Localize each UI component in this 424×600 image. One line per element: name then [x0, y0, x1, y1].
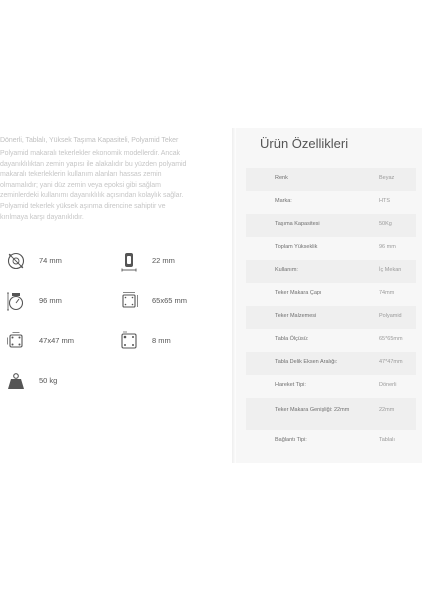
load-weight-icon [5, 370, 27, 392]
feature-row [246, 214, 416, 237]
feature-label: Kullanım: [275, 267, 298, 273]
spec-value: 22 mm [152, 256, 175, 265]
total-height-icon [5, 290, 27, 312]
spec-plate-size [118, 290, 208, 314]
description-line: dayanıklılıktan zemin yapısı ile alakalıdır bu yüzden polyamid [0, 160, 187, 168]
feature-value: HTS [379, 198, 390, 204]
feature-row [246, 352, 416, 375]
description-line: Polyamid tekerlek yüksek aşınma direncine sahiptir ve [0, 202, 166, 210]
feature-value: 74mm [379, 290, 395, 296]
spec-value: 50 kg [39, 376, 58, 385]
spec-value: 65x65 mm [152, 296, 188, 305]
spec-load-weight [5, 370, 95, 394]
feature-row [246, 329, 416, 352]
spec-total-height [5, 290, 95, 314]
feature-label: Renk [275, 175, 288, 181]
feature-value: 96 mm [379, 244, 396, 250]
feature-label: Teker Makara Çapı [275, 290, 322, 296]
feature-row [246, 168, 416, 191]
spec-hole-spacing [5, 330, 95, 354]
feature-row [246, 237, 416, 260]
feature-row [246, 306, 416, 329]
feature-label: Tabla Ölçüsü: [275, 336, 309, 342]
feature-row [246, 375, 416, 398]
description-line: Polyamid makaralı tekerlekler ekonomik modellerdir. Ancak [0, 150, 181, 157]
feature-row [246, 283, 416, 306]
spec-value: 74 mm [39, 256, 62, 265]
description-line: olmamalıdır; yani düz zemin veya epoksi gibi sağlam [0, 181, 161, 189]
wheel-width-icon [118, 250, 140, 272]
feature-value: 50Kg [379, 221, 392, 227]
features-table [246, 168, 416, 453]
spec-value: 96 mm [39, 296, 62, 305]
feature-label: Taşıma Kapasitesi [275, 221, 320, 227]
spec-value: 47x47 mm [39, 336, 75, 345]
product-description [0, 149, 232, 223]
feature-label: Marka: [275, 198, 292, 204]
feature-label: Hareket Tipi: [275, 382, 306, 388]
description-line: zeminlerdeki kullanımı dayanıklılık açısından kolaylık sağlar. [0, 192, 184, 200]
feature-label: Toplam Yükseklik [275, 244, 318, 250]
feature-value: Dönerli [379, 382, 397, 388]
description-line: kırılmaya karşı dayanıklıdır. [0, 213, 84, 221]
feature-value: 65*65mm [379, 336, 403, 342]
description-line: makaralı tekerleklerin kullanım alanları hassas zemin [0, 171, 162, 179]
plate-size-icon [118, 290, 140, 312]
feature-value: Polyamid [379, 313, 402, 319]
feature-value: 22mm [379, 407, 395, 413]
feature-row [246, 430, 416, 453]
feature-label: Teker Malzemesi [275, 313, 317, 319]
hole-spacing-icon [5, 330, 27, 352]
spec-wheel-diameter [5, 250, 95, 274]
spec-value: 8 mm [152, 336, 171, 345]
feature-label: Tabla Delik Eksen Aralığı: [275, 359, 338, 365]
features-heading: Ürün Özellikleri [260, 136, 349, 151]
wheel-diameter-icon [5, 250, 27, 272]
hole-diameter-icon [118, 330, 140, 352]
feature-value: İç Mekan [379, 267, 402, 273]
feature-label: Bağlantı Tipi: [275, 437, 307, 443]
spec-wheel-width [118, 250, 208, 274]
feature-value: Beyaz [379, 175, 395, 181]
feature-value: Tablalı [379, 437, 395, 443]
feature-value: 47*47mm [379, 359, 403, 365]
features-panel [236, 128, 422, 463]
feature-row [246, 260, 416, 283]
feature-row [246, 191, 416, 214]
product-title: Dönerli, Tablalı, Yüksek Taşıma Kapasiteli, Polyamid Teker [0, 137, 179, 144]
feature-label: Teker Makara Genişliği: 22mm [275, 407, 350, 413]
feature-row [246, 398, 416, 430]
spec-hole-diameter [118, 330, 208, 354]
